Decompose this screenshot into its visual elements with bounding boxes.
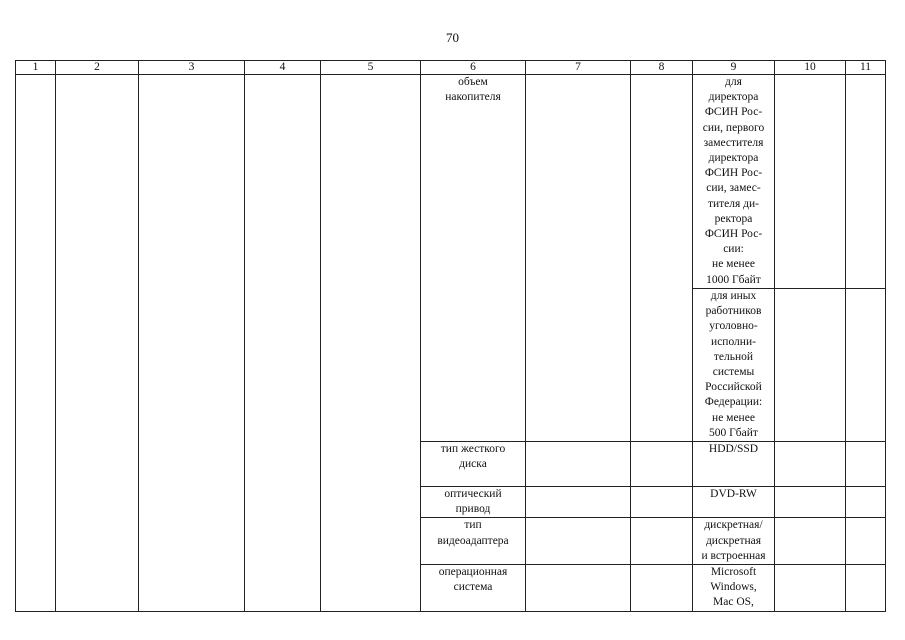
col-7-cell [526,487,631,518]
col-8-cell [631,518,693,565]
value-cell: дискретная/ дискретная и встроенная [693,518,775,565]
characteristic-cell: объем накопителя [421,75,526,442]
col-11-cell [846,565,886,612]
table-row [16,75,886,289]
col-2-cell [56,75,139,612]
header-row [16,61,886,75]
col-10-cell [775,565,846,612]
col-header-7: 7 [526,61,631,75]
col-10-cell [775,487,846,518]
value-cell: DVD-RW [693,487,775,518]
col-3-cell [139,75,245,612]
value-cell: HDD/SSD [693,442,775,487]
col-8-cell [631,565,693,612]
col-4-cell [245,75,321,612]
col-header-11: 11 [846,61,886,75]
value-cell: для иных работников уголовно- исполни- тельной системы Российской Федерации: не менее 500 Гбайт [693,289,775,442]
col-11-cell [846,289,886,442]
characteristic-cell: операционная система [421,565,526,612]
col-11-cell [846,487,886,518]
col-1-cell [16,75,56,612]
col-8-cell [631,442,693,487]
value-cell: Microsoft Windows, Mac OS, [693,565,775,612]
col-7-cell [526,75,631,442]
col-8-cell [631,75,693,442]
col-5-cell [321,75,421,612]
col-11-cell [846,442,886,487]
col-header-2: 2 [56,61,139,75]
col-10-cell [775,75,846,289]
col-11-cell [846,518,886,565]
col-7-cell [526,565,631,612]
characteristic-cell: тип видеоадаптера [421,518,526,565]
value-cell: для директора ФСИН Рос- сии, первого заместителя директора ФСИН Рос- сии, замес- тителя ди- ректора ФСИН Рос- сии: не менее 1000 Гбайт [693,75,775,289]
col-11-cell [846,75,886,289]
col-header-10: 10 [775,61,846,75]
col-header-4: 4 [245,61,321,75]
col-10-cell [775,518,846,565]
col-header-9: 9 [693,61,775,75]
col-header-5: 5 [321,61,421,75]
col-7-cell [526,442,631,487]
col-7-cell [526,518,631,565]
characteristic-cell: оптический привод [421,487,526,518]
col-header-1: 1 [16,61,56,75]
col-10-cell [775,289,846,442]
col-8-cell [631,487,693,518]
col-header-3: 3 [139,61,245,75]
page-number: 70 [446,30,459,45]
col-10-cell [775,442,846,487]
characteristic-cell: тип жесткого диска [421,442,526,487]
col-header-8: 8 [631,61,693,75]
requirements-table [15,60,886,612]
col-header-6: 6 [421,61,526,75]
